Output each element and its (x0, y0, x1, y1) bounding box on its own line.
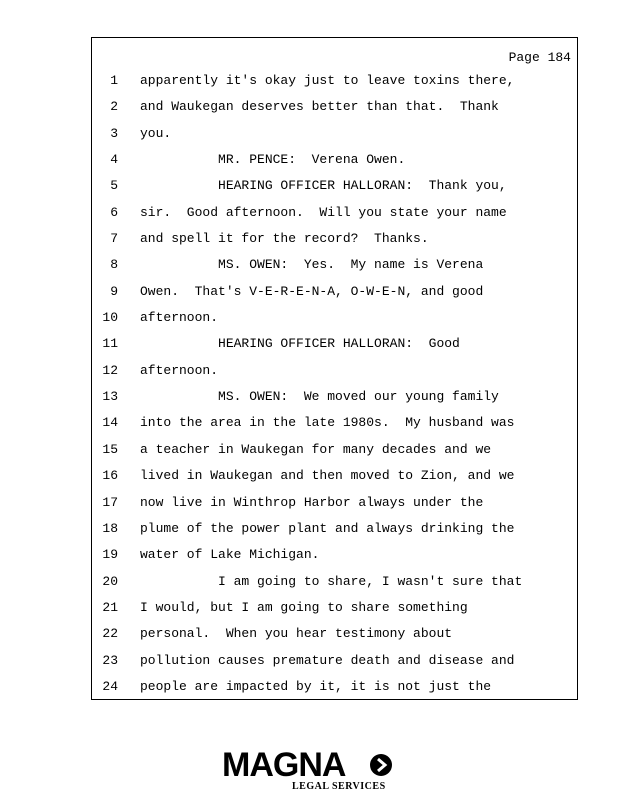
transcript-line (92, 147, 577, 173)
transcript-line (92, 200, 577, 226)
line-text: I am going to share, I wasn't sure that (140, 573, 523, 589)
line-text: MR. PENCE: Verena Owen. (140, 152, 406, 168)
line-number: 11 (102, 336, 118, 352)
transcript-line (92, 410, 577, 436)
line-number: 16 (102, 468, 118, 484)
transcript-line (92, 305, 577, 331)
line-number: 1 (110, 73, 118, 88)
line-text: MS. OWEN: We moved our young family (140, 389, 499, 405)
line-number: 10 (102, 310, 118, 326)
line-number: 24 (102, 678, 118, 694)
line-text: HEARING OFFICER HALLORAN: Good (140, 336, 460, 352)
transcript-line (92, 463, 577, 489)
logo-subtitle: LEGAL SERVICES (292, 781, 386, 792)
line-text: plume of the power plant and always drinking the (140, 520, 515, 536)
line-text: water of Lake Michigan. (140, 547, 320, 563)
line-text: pollution causes premature death and disease and (140, 652, 515, 668)
line-number: 23 (102, 652, 118, 668)
transcript-line (92, 358, 577, 384)
line-number: 15 (102, 441, 118, 457)
logo-wordmark: MAGNA (222, 746, 346, 784)
transcript-line (92, 279, 577, 305)
line-number: 21 (102, 599, 118, 615)
line-number: 6 (110, 204, 118, 220)
transcript-line (92, 437, 577, 463)
transcript-lines (92, 68, 577, 700)
line-number: 2 (110, 99, 118, 115)
line-text: sir. Good afternoon. Will you state your name (140, 204, 507, 220)
line-text: personal. When you hear testimony about (140, 626, 453, 642)
line-text: afternoon. (140, 310, 219, 326)
transcript-line (92, 490, 577, 516)
transcript-line (92, 68, 577, 94)
line-number: 22 (102, 626, 118, 642)
page-number: Page 184 (508, 50, 571, 65)
line-text: MS. OWEN: Yes. My name is Verena (140, 257, 484, 273)
line-text: you. (140, 125, 172, 141)
line-number: 17 (102, 494, 118, 510)
transcript-line (92, 384, 577, 410)
line-text: Owen. That's V-E-R-E-N-A, O-W-E-N, and good (140, 283, 484, 299)
line-number: 9 (110, 283, 118, 299)
transcript-line (92, 621, 577, 647)
line-number: 18 (102, 520, 118, 536)
transcript-line (92, 648, 577, 674)
arrow-circle-icon (370, 754, 392, 776)
transcript-line (92, 674, 577, 700)
transcript-line (92, 331, 577, 357)
line-text: apparently it's okay just to leave toxins there, (140, 73, 515, 88)
transcript-line (92, 516, 577, 542)
line-text: people are impacted by it, it is not just the (140, 678, 492, 694)
transcript-line (92, 226, 577, 252)
line-text: HEARING OFFICER HALLORAN: Thank you, (140, 178, 507, 194)
line-number: 3 (110, 125, 118, 141)
line-number: 14 (102, 415, 118, 431)
line-text: afternoon. (140, 362, 219, 378)
line-number: 8 (110, 257, 118, 273)
line-number: 13 (102, 389, 118, 405)
transcript-line (92, 542, 577, 568)
line-text: lived in Waukegan and then moved to Zion, and we (140, 468, 515, 484)
transcript-line (92, 595, 577, 621)
line-number: 19 (102, 547, 118, 563)
magna-logo (222, 748, 397, 793)
line-text: a teacher in Waukegan for many decades and we (140, 441, 492, 457)
transcript-page (91, 37, 578, 700)
line-number: 12 (102, 362, 118, 378)
line-number: 20 (102, 573, 118, 589)
line-text: now live in Winthrop Harbor always under the (140, 494, 484, 510)
line-text: and spell it for the record? Thanks. (140, 231, 429, 247)
transcript-line (92, 252, 577, 278)
line-number: 4 (110, 152, 118, 168)
line-number: 7 (110, 231, 118, 247)
transcript-line (92, 121, 577, 147)
transcript-line (92, 94, 577, 120)
transcript-line (92, 173, 577, 199)
line-number: 5 (110, 178, 118, 194)
line-text: into the area in the late 1980s. My husband was (140, 415, 515, 431)
line-text: I would, but I am going to share something (140, 599, 468, 615)
transcript-line (92, 569, 577, 595)
line-text: and Waukegan deserves better than that. Thank (140, 99, 499, 115)
